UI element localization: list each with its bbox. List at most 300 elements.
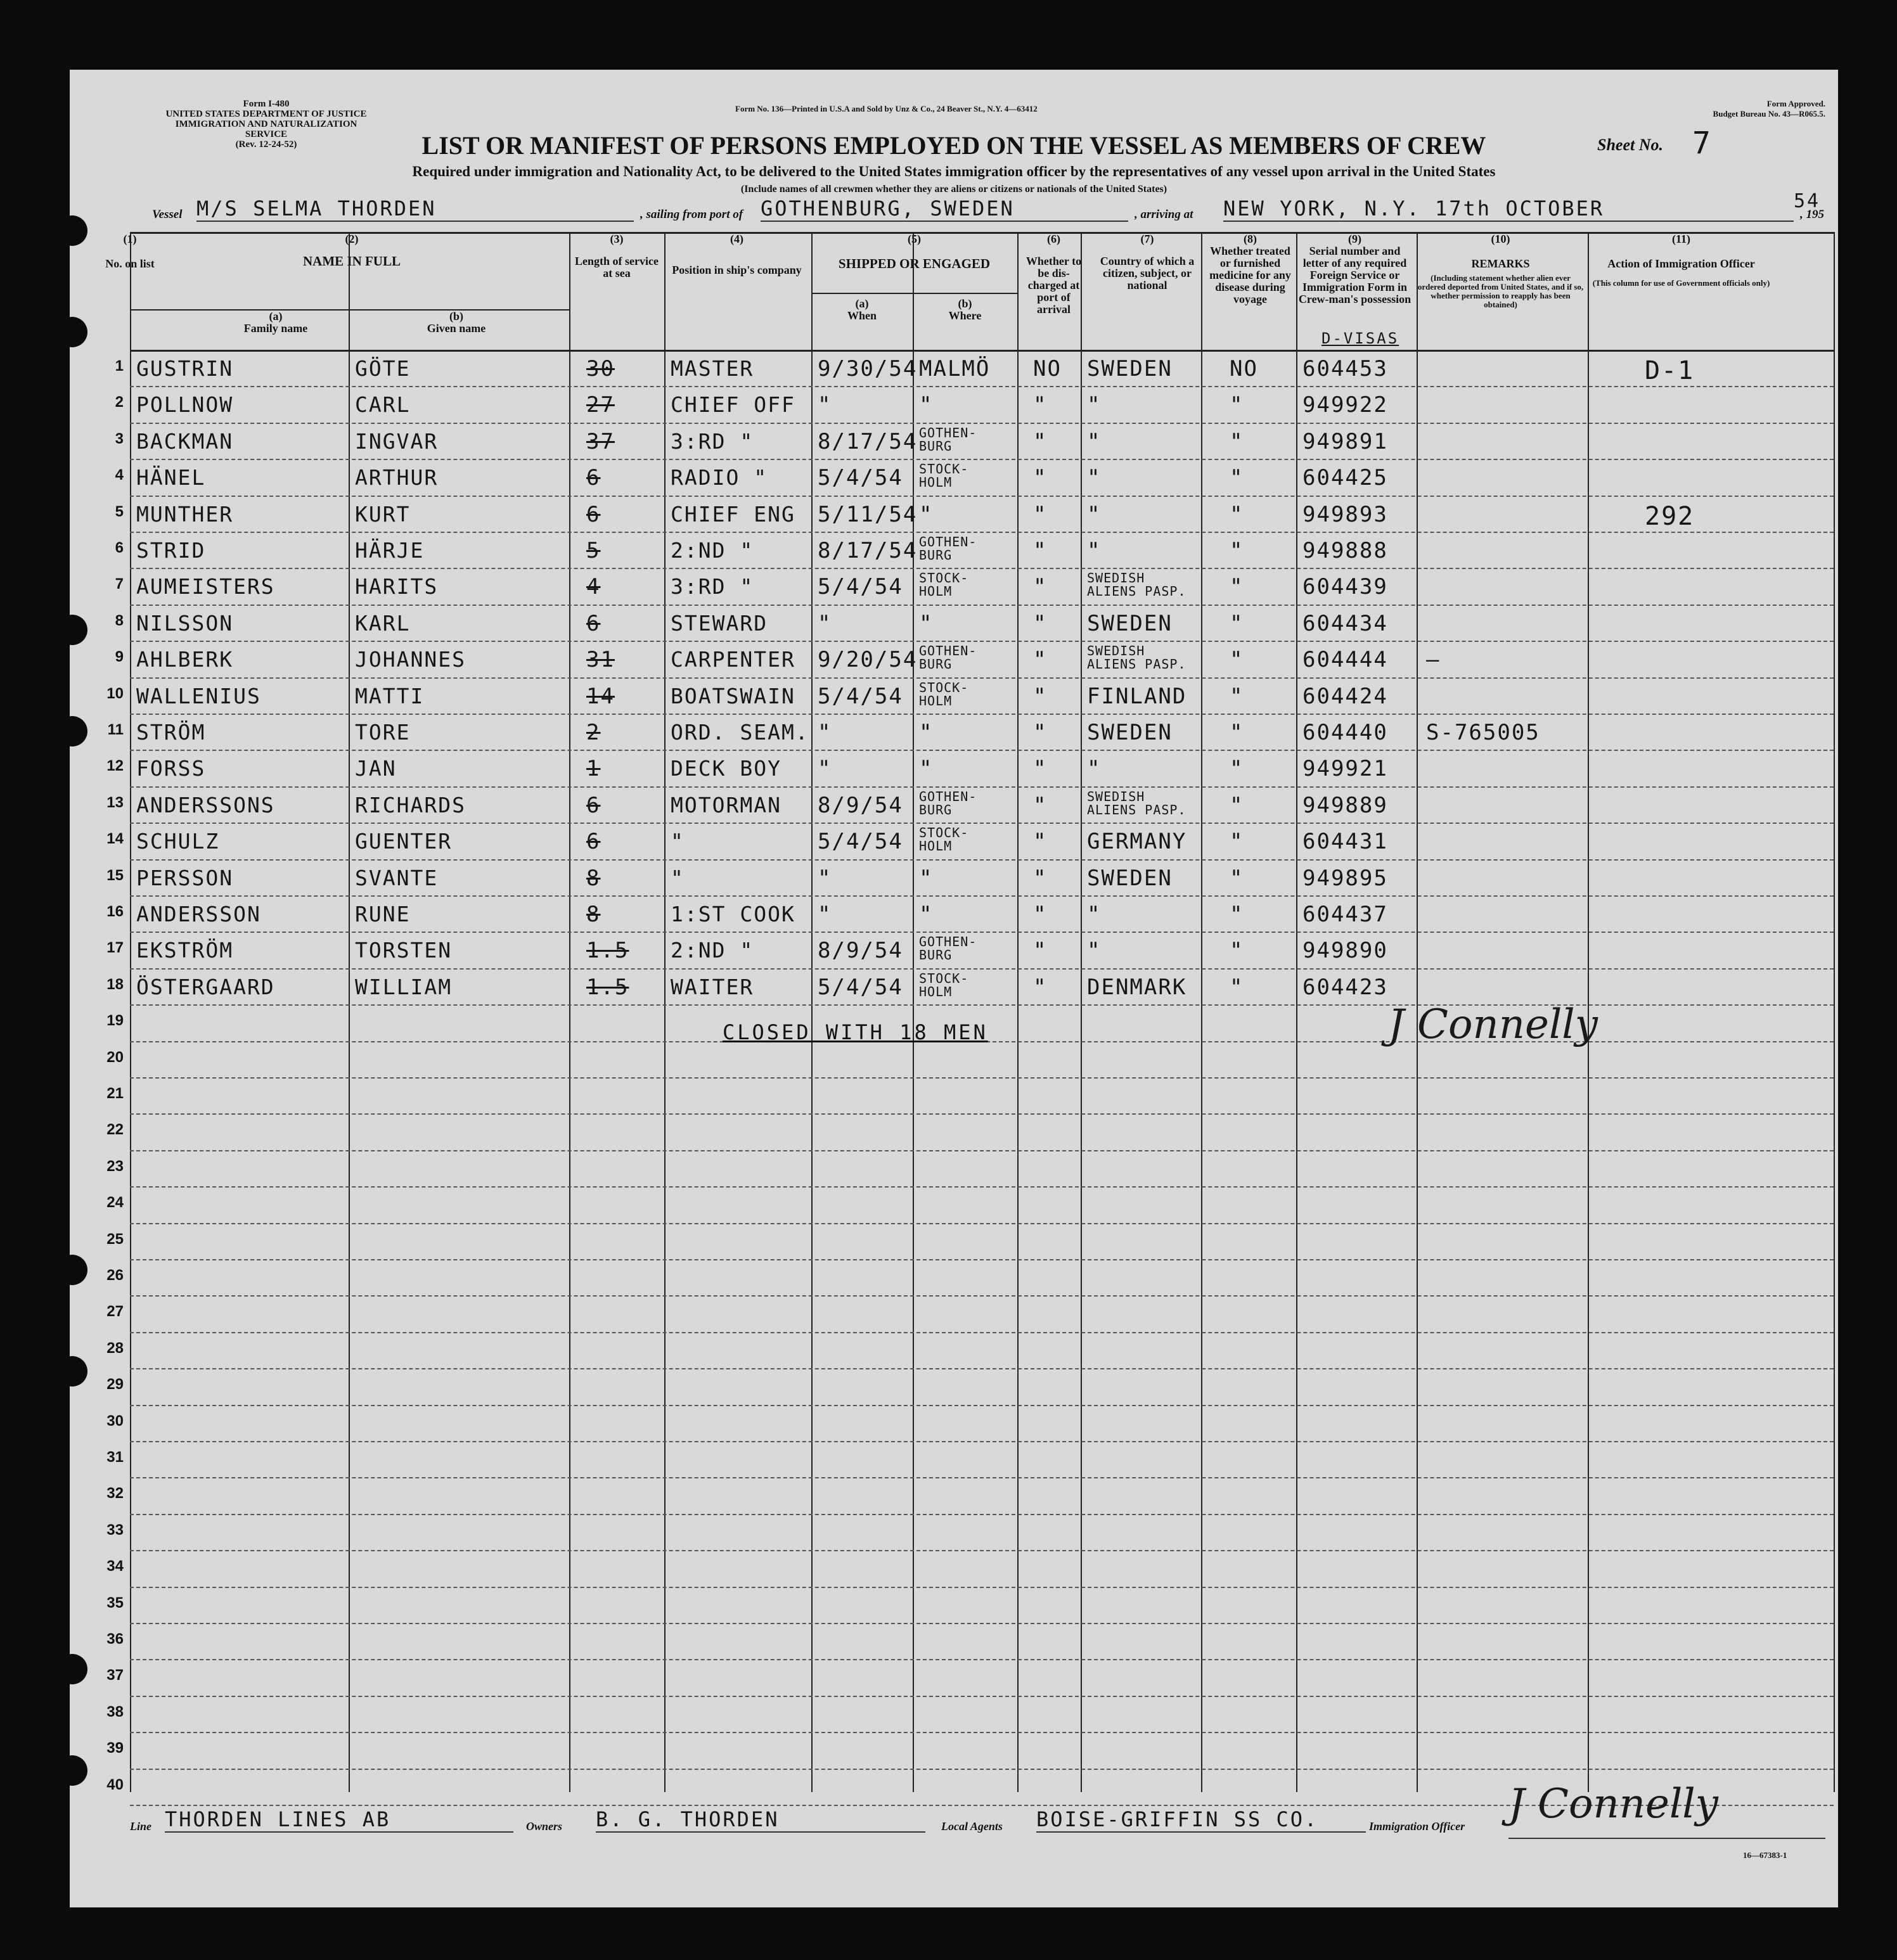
row-line [130, 532, 1834, 533]
cell-discharged: " [1033, 538, 1048, 563]
cell-serial: 604437 [1302, 902, 1388, 927]
cell-position: 2:ND " [671, 938, 754, 963]
cell-family: AUMEISTERS [136, 574, 275, 599]
cell-given: RUNE [355, 902, 411, 926]
row-number: 5 [115, 503, 124, 520]
cell-country: " [1087, 392, 1102, 418]
row-line [130, 459, 1834, 460]
row-line [130, 423, 1834, 424]
cell-when: 8/17/54 [818, 538, 918, 563]
row-number: 3 [115, 430, 124, 447]
cell-where: MALMÖ [919, 356, 991, 381]
cell-medicine: " [1230, 865, 1244, 891]
col1-header: (1) No. on list [105, 233, 155, 270]
row-number: 9 [115, 648, 124, 666]
cell-serial: 949893 [1302, 501, 1388, 527]
form-code: 16—67383-1 [1743, 1850, 1787, 1860]
cell-country: SWEDEN [1087, 356, 1173, 381]
cell-position: 2:ND " [671, 538, 754, 563]
cell-country: " [1087, 756, 1102, 782]
cell-country: GERMANY [1087, 829, 1187, 855]
row-number: 22 [106, 1121, 124, 1139]
row-number: 31 [106, 1449, 124, 1466]
sheet-number: 7 [1692, 125, 1713, 161]
cell-given: JAN [355, 756, 397, 781]
cell-discharged: " [1033, 720, 1048, 745]
cell-serial: 949921 [1302, 756, 1388, 782]
vessel-label: Vessel [152, 208, 183, 221]
col9-header: (9) Serial number and letter of any required Foreign Service or Immigration Form in Crew-man's possession [1298, 233, 1411, 305]
row-number: 23 [106, 1157, 124, 1175]
cell-family: BACKMAN [136, 428, 234, 454]
row-line [130, 1477, 1834, 1478]
footer-owners-value: B. G. THORDEN [596, 1807, 925, 1833]
row-line [130, 1259, 1834, 1260]
cell-medicine: " [1230, 465, 1244, 491]
cell-service: 30 [586, 356, 615, 381]
cell-serial: 604440 [1302, 720, 1388, 745]
cell-family: GUSTRIN [136, 356, 234, 381]
agency-block: Form I-480 UNITED STATES DEPARTMENT OF JUSTICE IMMIGRATION AND NATURALIZATION SERVICE (Rev. 12-24-52) [165, 99, 367, 150]
cell-given: JOHANNES [355, 647, 466, 672]
cell-medicine: " [1230, 647, 1244, 673]
port-value: GOTHENBURG, SWEDEN [761, 196, 1128, 222]
cell-serial: 949895 [1302, 865, 1388, 891]
row-line [130, 1113, 1834, 1115]
row-number: 17 [106, 939, 124, 957]
footer-agents-label: Local Agents [941, 1820, 1003, 1833]
col10-header: (10) REMARKS (Including statement whether alien ever ordered deported from United States, and if so, whether permission to reapply has been obtained) [1417, 233, 1584, 309]
cell-remarks: — [1426, 647, 1441, 673]
cell-when: " [818, 610, 832, 636]
cell-medicine: " [1230, 428, 1244, 454]
row-line [130, 823, 1834, 824]
cell-family: ANDERSSON [136, 902, 261, 926]
row-line [130, 1295, 1834, 1297]
cell-position: MASTER [671, 356, 754, 381]
cell-serial: 604424 [1302, 683, 1388, 709]
cell-discharged: " [1033, 647, 1048, 673]
cell-when: " [818, 392, 832, 418]
row-number: 33 [106, 1521, 124, 1539]
page-note: (Include names of all crewmen whether they are aliens or citizens or nationals of the United States) [740, 184, 1167, 195]
punch-hole [57, 215, 87, 246]
col3-header: (3) Length of service at sea [575, 233, 659, 279]
cell-position: " [671, 829, 685, 854]
cell-family: WALLENIUS [136, 683, 261, 708]
cell-action: D-1 [1645, 356, 1695, 385]
cell-medicine: NO [1230, 356, 1258, 381]
cell-discharged: " [1033, 829, 1048, 855]
cell-country: SWEDISH ALIENS PASP. [1087, 788, 1186, 817]
cell-discharged: " [1033, 465, 1048, 491]
cell-where: GOTHEN- BURG [919, 643, 977, 672]
year-label: , 195 [1800, 208, 1824, 221]
officer-signature-mid: J Connelly [1388, 1001, 1598, 1048]
cell-action: 292 [1645, 501, 1695, 531]
cell-medicine: " [1230, 683, 1244, 709]
row-line [130, 1223, 1834, 1224]
row-number: 13 [106, 793, 124, 811]
row-line [130, 1368, 1834, 1369]
manifest-sheet [70, 70, 1838, 1907]
cell-position: CARPENTER [671, 647, 795, 672]
cell-given: GUENTER [355, 829, 453, 854]
row-number: 38 [106, 1703, 124, 1720]
cell-discharged: " [1033, 574, 1048, 600]
arriving-label: , arriving at [1135, 208, 1193, 221]
col8-header: (8) Whether treated or furnished medicine for any disease during voyage [1209, 233, 1291, 305]
approval-block: Form Approved. Budget Bureau No. 43—R065.5. [1713, 99, 1825, 118]
punch-hole [57, 317, 87, 347]
cell-given: ARTHUR [355, 465, 439, 490]
cell-given: KARL [355, 610, 411, 636]
cell-country: FINLAND [1087, 683, 1187, 709]
row-line [130, 1405, 1834, 1406]
footer-owners-label: Owners [526, 1820, 563, 1833]
cell-country: SWEDEN [1087, 720, 1173, 745]
row-line [130, 1150, 1834, 1151]
arriving-value: NEW YORK, N.Y. 17th OCTOBER [1223, 196, 1794, 222]
table-column-line [811, 232, 813, 1792]
cell-country: " [1087, 902, 1102, 927]
cell-service: 14 [586, 683, 615, 709]
cell-when: 5/11/54 [818, 501, 918, 527]
cell-position: CHIEF ENG [671, 501, 795, 527]
cell-family: POLLNOW [136, 392, 234, 418]
row-number: 36 [106, 1630, 124, 1648]
footer-line-label: Line [130, 1820, 151, 1833]
col2-header: (2) NAME IN FULL [302, 233, 401, 269]
cell-discharged: " [1033, 756, 1048, 782]
cell-when: 9/30/54 [818, 356, 918, 381]
cell-medicine: " [1230, 610, 1244, 636]
cell-position: RADIO " [671, 465, 768, 490]
cell-serial: 949890 [1302, 938, 1388, 964]
table-column-line [349, 232, 350, 1792]
cell-service: 1.5 [586, 938, 629, 964]
cell-position: ORD. SEAM. [671, 720, 809, 745]
cell-service: 31 [586, 647, 615, 673]
row-line [130, 1550, 1834, 1551]
row-number: 30 [106, 1412, 124, 1430]
table-column-line [664, 232, 666, 1792]
row-line [130, 932, 1834, 933]
row-line [130, 1659, 1834, 1660]
vessel-value: M/S SELMA THORDEN [196, 196, 634, 222]
year-value: 54 [1794, 190, 1821, 212]
cell-discharged: " [1033, 392, 1048, 418]
row-line [130, 968, 1834, 970]
cell-given: CARL [355, 392, 411, 418]
table-column-line [913, 232, 914, 1792]
cell-where: STOCK- HOLM [919, 570, 969, 599]
cell-country: " [1087, 938, 1102, 964]
row-number: 40 [106, 1776, 124, 1793]
cell-where: STOCK- HOLM [919, 825, 969, 854]
row-number: 24 [106, 1194, 124, 1212]
cell-where: " [919, 865, 934, 891]
footer-line-value: THORDEN LINES AB [165, 1807, 513, 1833]
cell-family: NILSSON [136, 610, 234, 636]
cell-service: 8 [586, 865, 601, 891]
cell-where: GOTHEN- BURG [919, 534, 977, 563]
cell-when: " [818, 902, 832, 927]
col5b-header: (b) Where [948, 297, 982, 322]
cell-where: " [919, 902, 934, 927]
row-number: 18 [106, 975, 124, 993]
cell-country: DENMARK [1087, 974, 1187, 1000]
row-line [130, 677, 1834, 679]
cell-service: 1.5 [586, 974, 629, 1000]
row-line [130, 1587, 1834, 1588]
row-number: 4 [115, 466, 124, 484]
cell-country: SWEDISH ALIENS PASP. [1087, 570, 1186, 599]
col6-header: (6) Whether to be dis-charged at port of arrival [1026, 233, 1082, 316]
row-line [130, 1186, 1834, 1188]
cell-serial: 949891 [1302, 428, 1388, 454]
row-number: 8 [115, 612, 124, 629]
footer-officer-label: Immigration Officer [1369, 1820, 1465, 1833]
cell-given: HARITS [355, 574, 439, 599]
sailing-label: , sailing from port of [640, 208, 743, 221]
cell-discharged: " [1033, 428, 1048, 454]
cell-service: 8 [586, 902, 601, 927]
cell-country: " [1087, 538, 1102, 563]
cell-where: " [919, 392, 934, 418]
cell-country: SWEDISH ALIENS PASP. [1087, 643, 1186, 672]
cell-medicine: " [1230, 538, 1244, 563]
cell-medicine: " [1230, 938, 1244, 964]
table-subheader-line [130, 309, 569, 311]
cell-family: HÄNEL [136, 465, 206, 490]
cell-remarks: S-765005 [1426, 720, 1540, 745]
cell-service: 5 [586, 538, 601, 563]
cell-position: STEWARD [671, 610, 768, 636]
cell-serial: 949922 [1302, 392, 1388, 418]
row-line [130, 568, 1834, 569]
row-number: 16 [106, 903, 124, 920]
cell-where: STOCK- HOLM [919, 679, 969, 708]
page-title: LIST OR MANIFEST OF PERSONS EMPLOYED ON THE VESSEL AS MEMBERS OF CREW [421, 131, 1486, 160]
cell-serial: 949888 [1302, 538, 1388, 563]
cell-discharged: " [1033, 865, 1048, 891]
cell-when: 8/17/54 [818, 428, 918, 454]
row-number: 10 [106, 684, 124, 702]
row-number: 37 [106, 1667, 124, 1684]
cell-where: GOTHEN- BURG [919, 788, 977, 817]
cell-position: WAITER [671, 974, 754, 999]
cell-position: BOATSWAIN [671, 683, 795, 708]
row-line [130, 786, 1834, 788]
cell-serial: 604425 [1302, 465, 1388, 491]
cell-where: GOTHEN- BURG [919, 934, 977, 963]
cell-family: ÖSTERGAARD [136, 974, 275, 999]
cell-given: RICHARDS [355, 792, 466, 817]
row-line [130, 386, 1834, 387]
cell-medicine: " [1230, 902, 1244, 927]
row-line [130, 1514, 1834, 1515]
cell-where: " [919, 610, 934, 636]
table-column-line [1834, 232, 1835, 1792]
row-line [130, 714, 1834, 715]
cell-where: " [919, 720, 934, 745]
cell-service: 37 [586, 428, 615, 454]
cell-service: 6 [586, 610, 601, 636]
cell-given: WILLIAM [355, 974, 453, 999]
cell-when: " [818, 720, 832, 745]
officer-signature-footer: J Connelly [1508, 1781, 1718, 1828]
row-number: 1 [115, 357, 124, 375]
cell-family: MUNTHER [136, 501, 234, 527]
row-line [130, 1696, 1834, 1697]
row-line [130, 605, 1834, 606]
cell-country: " [1087, 428, 1102, 454]
col5-header: (5) SHIPPED OR ENGAGED [838, 233, 991, 271]
table-top-line [130, 232, 1834, 234]
cell-given: TORE [355, 720, 411, 745]
cell-where: " [919, 756, 934, 782]
cell-given: GÖTE [355, 356, 411, 381]
cell-discharged: " [1033, 501, 1048, 527]
row-number: 15 [106, 866, 124, 884]
col4-header: (4) Position in ship's company [672, 233, 802, 276]
row-number: 28 [106, 1339, 124, 1357]
cell-discharged: " [1033, 902, 1048, 927]
cell-country: " [1087, 501, 1102, 527]
footer-agents-value: BOISE-GRIFFIN SS CO. [1036, 1807, 1366, 1833]
row-line [130, 1732, 1834, 1733]
row-number: 14 [106, 830, 124, 848]
cell-medicine: " [1230, 974, 1244, 1000]
cell-family: EKSTRÖM [136, 938, 234, 963]
row-number: 12 [106, 757, 124, 775]
row-line [130, 895, 1834, 897]
table-column-line [1017, 232, 1019, 1792]
cell-when: 9/20/54 [818, 647, 918, 673]
cell-given: MATTI [355, 683, 425, 708]
col2a-header: (a) Family name [243, 310, 308, 335]
cell-service: 2 [586, 720, 601, 745]
row-line [130, 1623, 1834, 1624]
cell-medicine: " [1230, 574, 1244, 600]
cell-serial: 604439 [1302, 574, 1388, 600]
cell-medicine: " [1230, 792, 1244, 818]
row-number: 27 [106, 1303, 124, 1321]
cell-when: 5/4/54 [818, 574, 903, 600]
cell-serial: 604431 [1302, 829, 1388, 855]
cell-position: 1:ST COOK [671, 902, 795, 926]
row-line [130, 641, 1834, 642]
table-column-line [130, 232, 131, 1792]
cell-given: KURT [355, 501, 411, 527]
cell-where: STOCK- HOLM [919, 461, 969, 490]
row-number: 2 [115, 394, 124, 411]
cell-family: ANDERSSONS [136, 792, 275, 817]
cell-when: " [818, 865, 832, 891]
row-line [130, 1441, 1834, 1442]
cell-medicine: " [1230, 756, 1244, 782]
col2b-header: (b) Given name [427, 310, 486, 335]
row-number: 11 [107, 721, 124, 738]
cell-given: INGVAR [355, 428, 439, 454]
officer-signature-line [1508, 1838, 1825, 1839]
row-number: 39 [106, 1739, 124, 1757]
row-line [130, 496, 1834, 497]
cell-when: 8/9/54 [818, 938, 903, 964]
row-number: 29 [106, 1376, 124, 1393]
cell-medicine: " [1230, 392, 1244, 418]
cell-given: TORSTEN [355, 938, 453, 963]
cell-discharged: " [1033, 683, 1048, 709]
cell-family: FORSS [136, 756, 206, 781]
cell-medicine: " [1230, 829, 1244, 855]
cell-family: STRÖM [136, 720, 206, 745]
cell-service: 4 [586, 574, 601, 600]
row-number: 6 [115, 539, 124, 556]
cell-medicine: " [1230, 501, 1244, 527]
row-line [130, 750, 1834, 751]
cell-discharged: NO [1033, 356, 1062, 381]
row-number: 19 [106, 1012, 124, 1030]
col11-header: (11) Action of Immigration Officer (This column for use of Government officials only) [1592, 233, 1770, 288]
closed-note: CLOSED WITH 18 MEN [723, 1020, 988, 1044]
table-subheader-line [811, 293, 1017, 294]
row-line [130, 1077, 1834, 1079]
row-number: 34 [106, 1558, 124, 1575]
cell-service: 1 [586, 756, 601, 782]
cell-serial: 604444 [1302, 647, 1388, 673]
table-header-bottom-line [130, 350, 1834, 352]
cell-service: 6 [586, 501, 601, 527]
cell-service: 6 [586, 465, 601, 491]
table-column-line [1201, 232, 1202, 1792]
cell-when: 5/4/54 [818, 465, 903, 491]
table-column-line [1296, 232, 1297, 1792]
sheet-label: Sheet No. [1597, 136, 1663, 154]
row-number: 35 [106, 1594, 124, 1611]
cell-position: MOTORMAN [671, 792, 781, 817]
row-number: 25 [106, 1230, 124, 1248]
cell-given: SVANTE [355, 865, 439, 890]
printer-note: Form No. 136—Printed in U.S.A and Sold by Unz & Co., 24 Beaver St., N.Y. 4—63412 [735, 104, 1038, 113]
cell-family: AHLBERK [136, 647, 234, 672]
col7-header: (7) Country of which a citizen, subject, or national [1100, 233, 1195, 291]
cell-position: " [671, 865, 685, 890]
row-line [130, 1332, 1834, 1333]
cell-service: 6 [586, 829, 601, 855]
page-subtitle: Required under immigration and Nationality Act, to be delivered to the United States immigration officer by the representatives of any vessel upon arrival in the United States [412, 163, 1496, 179]
row-number: 7 [115, 575, 124, 593]
col9-extra: D-VISAS [1321, 330, 1399, 347]
cell-country: SWEDEN [1087, 865, 1173, 891]
cell-position: DECK BOY [671, 756, 781, 781]
row-line [130, 1769, 1834, 1770]
cell-discharged: " [1033, 610, 1048, 636]
cell-country: " [1087, 465, 1102, 491]
cell-discharged: " [1033, 974, 1048, 1000]
cell-discharged: " [1033, 792, 1048, 818]
cell-discharged: " [1033, 938, 1048, 964]
cell-given: HÄRJE [355, 538, 425, 563]
row-number: 20 [106, 1048, 124, 1066]
row-number: 26 [106, 1267, 124, 1284]
row-number: 21 [106, 1085, 124, 1102]
cell-where: STOCK- HOLM [919, 970, 969, 999]
cell-position: CHIEF OFF [671, 392, 795, 418]
table-column-line [569, 232, 570, 1792]
cell-family: STRID [136, 538, 206, 563]
